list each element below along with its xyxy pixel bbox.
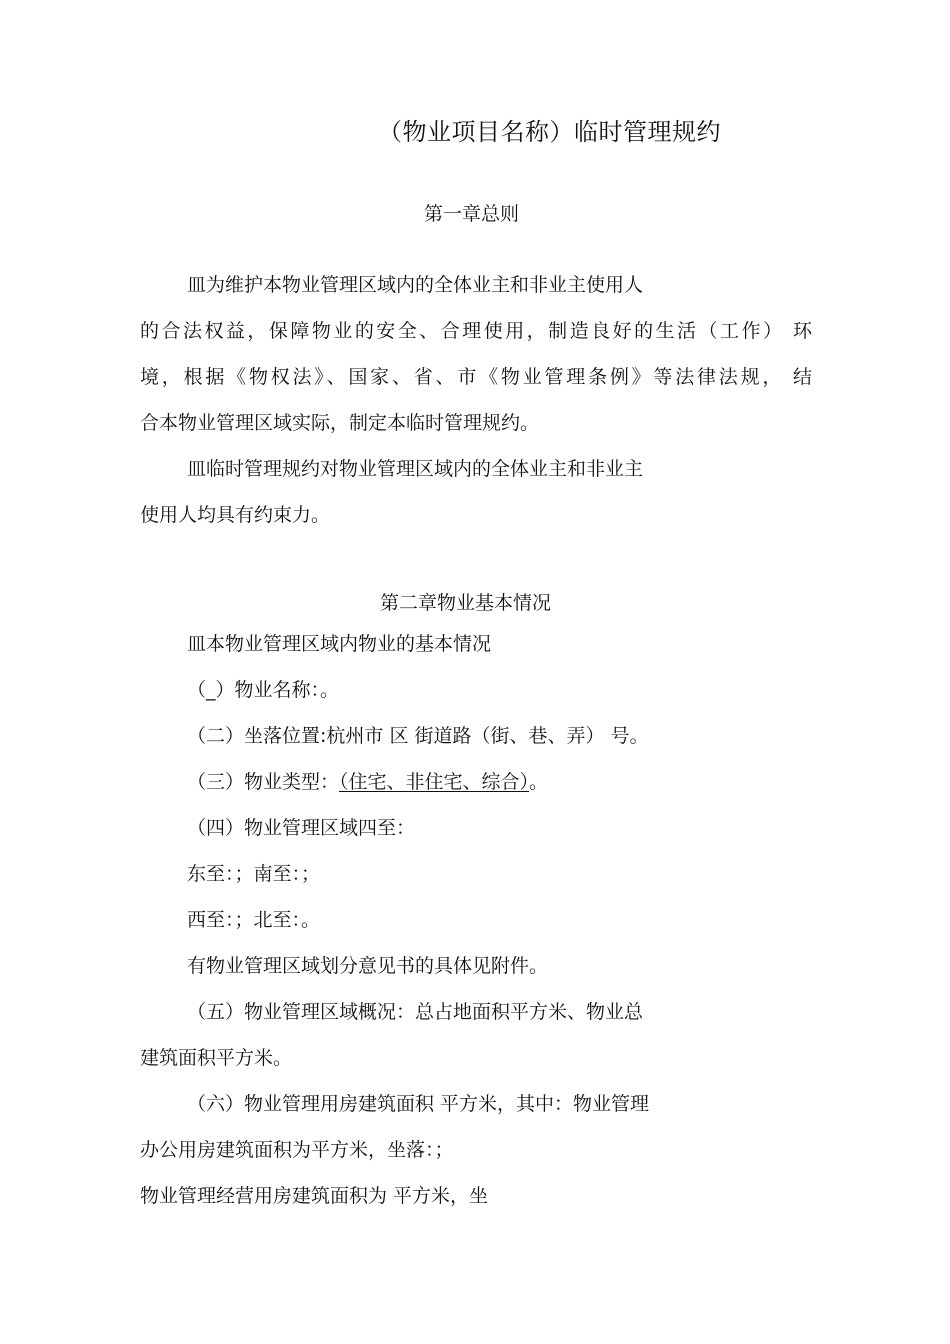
- item-location: （二）坐落位置:杭州市 区 街道路（街、巷、弄） 号。: [187, 725, 649, 747]
- item-boundaries: （四）物业管理区域四至：: [187, 817, 416, 839]
- item-management-rooms-line-2: 办公用房建筑面积为平方米，坐落：；: [140, 1139, 454, 1161]
- annex-note: 有物业管理区域划分意见书的具体见附件。: [187, 955, 549, 977]
- item-property-type: [187, 769, 548, 795]
- chapter-1-paragraph-1-line-1: 皿为维护本物业管理区域内的全体业主和非业主使用人: [187, 274, 644, 296]
- chapter-2-intro: 皿本物业管理区域内物业的基本情况: [187, 633, 492, 655]
- chapter-1-paragraph-1-line-3: 境，根据《物权法》、国家、省、市《物业管理条例》等法律法规， 结: [140, 366, 812, 388]
- chapter-1-paragraph-2-line-1: 皿临时管理规约对物业管理区域内的全体业主和非业主: [187, 458, 644, 480]
- chapter-1-paragraph-2-line-2: 使用人均具有约束力。: [140, 504, 331, 526]
- chapter-1-paragraph-1-line-4: 合本物业管理区域实际，制定本临时管理规约。: [140, 412, 540, 434]
- item-property-name: （_）物业名称：。: [187, 679, 340, 701]
- item-management-rooms-line-3: 物业管理经营用房建筑面积为 平方米，坐: [140, 1185, 489, 1207]
- boundary-west-north: 西至：；北至：。: [187, 909, 321, 931]
- item-area-overview-line-2: 建筑面积平方米。: [140, 1047, 293, 1069]
- document-title: （物业项目名称）临时管理规约: [378, 118, 721, 146]
- item-property-type-suffix: 。: [529, 771, 549, 793]
- item-property-type-value: （住宅、非住宅、综合）: [339, 771, 530, 793]
- chapter-1-heading: 第一章总则: [424, 203, 520, 225]
- item-area-overview-line-1: （五）物业管理区域概况：总占地面积平方米、物业总: [187, 1001, 644, 1023]
- chapter-2-heading: 第二章物业基本情况: [380, 592, 552, 614]
- item-management-rooms-line-1: （六）物业管理用房建筑面积 平方米，其中：物业管理: [187, 1093, 650, 1115]
- item-property-type-label: （三）物业类型：: [187, 771, 340, 793]
- boundary-east-south: 东至：；南至：；: [187, 863, 321, 885]
- chapter-1-paragraph-1-line-2: 的合法权益，保障物业的安全、合理使用，制造良好的生活（工作） 环: [140, 320, 812, 342]
